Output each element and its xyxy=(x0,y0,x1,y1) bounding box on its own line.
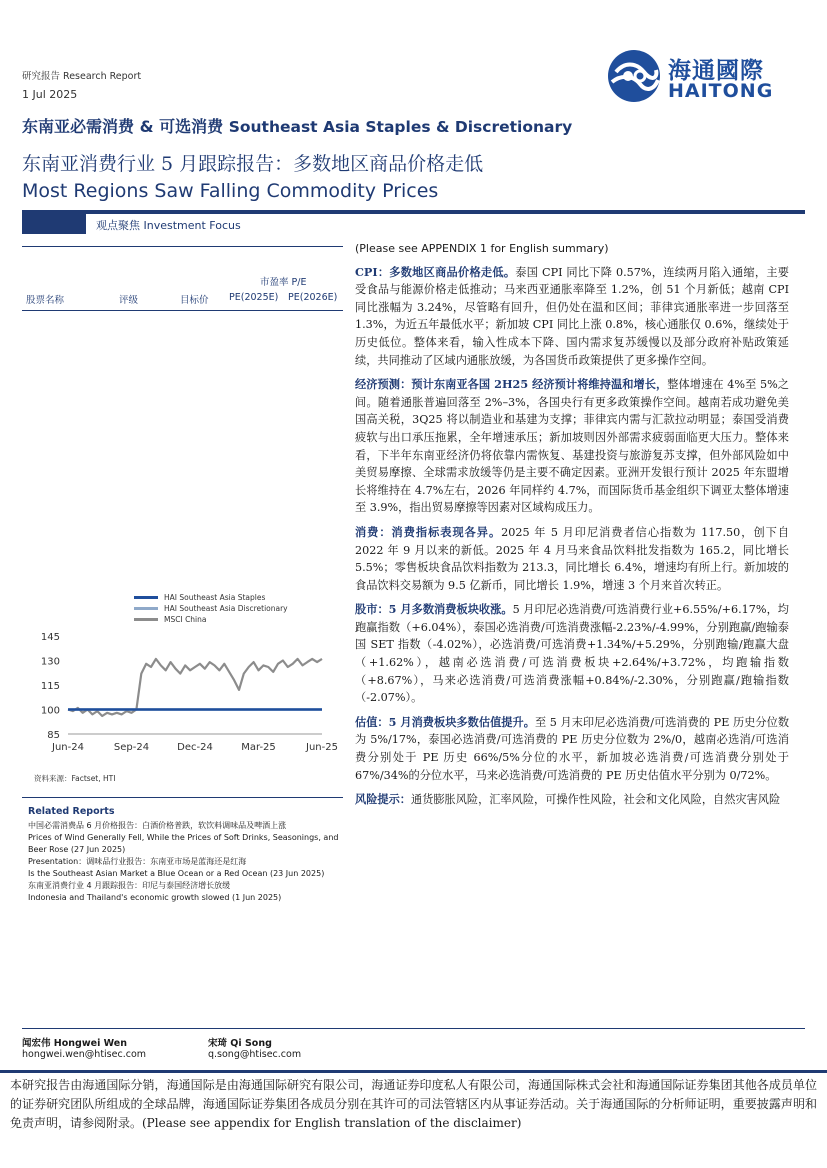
related-title: Related Reports xyxy=(28,806,115,817)
sector-title xyxy=(22,114,572,137)
related-item[interactable]: Is the Southeast Asian Market a Blue Ocean or a Red Ocean (23 Jun 2025) xyxy=(28,869,325,878)
paragraph-consumption: 消费：消费指标表现各异。2025 年 5 月印尼消费者信心指数为 117.50，创下自 2022 年 9 月以来的新低。2025 年 4 月马来食品饮料批发指数为 165.2，同比增长 5.5%；零售板块食品饮料指数为 213.3，同比增长 6.4%，增速均有所上行。新加坡的食品饮料交易额为 9.5 亿新币，同比增长 1.9%，增速 3 个月来首次转正。 xyxy=(355,524,789,592)
related-item[interactable]: 中国必需消费品 6 月价格报告：白酒价格普跌，软饮料调味品及啤酒上涨 xyxy=(28,821,287,830)
x-tick-label-4: Jun-25 xyxy=(306,742,338,753)
report-title-en: Most Regions Saw Falling Commodity Prices xyxy=(22,180,439,202)
author-2-email[interactable]: q.song@htisec.com xyxy=(208,1049,302,1060)
focus-tab-block xyxy=(22,214,86,234)
summary-column xyxy=(355,240,789,816)
report-date: 1 Jul 2025 xyxy=(22,88,78,101)
col-target-price: 目标价 xyxy=(180,295,209,306)
x-tick-label-0: Jun-24 xyxy=(52,742,84,753)
paragraph-cpi: CPI：多数地区商品价格走低。泰国 CPI 同比下降 0.57%，连续两月陷入通缩，主要受食品与能源价格走低推动；马来西亚通胀率降至 1.2%，创 51 个月新低；越南 CPI 同比涨幅为 3.24%，尽管略有回升，但仍处在温和区间；菲律宾通胀率进一步回落至 1.3%，为近五年最低水平；新加坡 CPI 同比上涨 0.8%，核心通胀仅 0.6%，继续处于历史低位。整体来看，输入性成本下降、国内需求复苏缓慢以及部分政府补贴政策延续，共同推动了区域内通胀放缓，为各国货币政策提供了更多操作空间。 xyxy=(355,264,789,367)
authors-divider xyxy=(22,1028,805,1029)
related-divider xyxy=(22,797,343,798)
title-divider xyxy=(22,210,805,214)
appendix-note: (Please see APPENDIX 1 for English summary) xyxy=(355,242,609,255)
sector-title-en: Southeast Asia Staples & Discretionary xyxy=(228,118,573,136)
related-item[interactable]: Presentation：调味品行业报告：东南亚市场是蓝海还是红海 xyxy=(28,857,247,866)
logo-en-text: HAITONG xyxy=(668,80,774,102)
col-pe-2026: PE(2026E) xyxy=(288,292,338,303)
x-tick-label-2: Dec-24 xyxy=(177,742,213,753)
chart-source: 资料来源：Factset, HTI xyxy=(34,774,116,783)
logo-cn-text: 海通國際 xyxy=(668,57,764,84)
disclaimer: 本研究报告由海通国际分销，海通国际是由海通国际研究有限公司，海通证券印度私人有限公司，海通国际株式会社和海通国际证券集团其他各成员单位的证券研究团队所组成的全球品牌，海通国际证券集团各成员分别在其许可的司法管辖区内从事证券活动。关于海通国际的分析师证明，重要披露声明和免责声明，请参阅附录。(Please see appendix for English translation of the disclaimer) xyxy=(10,1078,817,1130)
related-item[interactable]: 东南亚消费行业 4 月跟踪报告：印尼与泰国经济增长放缓 xyxy=(28,881,231,890)
x-tick-label-3: Mar-25 xyxy=(241,742,276,753)
col-pe-2025: PE(2025E) xyxy=(229,292,279,303)
x-tick-label-1: Sep-24 xyxy=(113,742,150,753)
author-2-name: 宋琦 Qi Song xyxy=(208,1038,272,1049)
haitong-logo-icon xyxy=(606,48,662,104)
stock-table xyxy=(22,246,343,306)
legend-msci: MSCI China xyxy=(134,614,288,625)
y-tick-label-4: 145 xyxy=(40,632,60,643)
paragraph-valuation: 估值：5 月消费板块多数估值提升。至 5 月末印尼必选消费/可选消费的 PE 历史分位数为 5%/17%，泰国必选消费/可选消费的 PE 历史分位数为 2%/0，越南必选消/可选消费分别处于 PE 历史 66%/5%分位的水平，新加坡必选消费/可选消费分别处于 67%/34%的分位水平，马来必选消费/可选消费的 PE 历史估值水平分别为 0/72%。 xyxy=(355,714,790,782)
haitong-logo xyxy=(606,48,806,104)
series-line-2 xyxy=(68,659,322,716)
legend-discretionary: HAI Southeast Asia Discretionary xyxy=(134,603,288,614)
report-type: 研究报告 Research Report xyxy=(22,71,142,82)
author-1-name: 闻宏伟 Hongwei Wen xyxy=(22,1038,127,1049)
col-rating: 评级 xyxy=(119,295,139,306)
y-tick-label-1: 100 xyxy=(40,705,60,717)
paragraph-risk: 风险提示：通货膨胀风险，汇率风险，可操作性风险，社会和文化风险，自然灾害风险 xyxy=(355,792,781,807)
paragraph-stock-market: 股市：5 月多数消费板块收涨。5 月印尼必选消费/可选消费行业+6.55%/+6.17%，均跑赢指数（+6.04%），泰国必选消费/可选消费涨幅-2.23%/-4.99%，分别跑赢/跑输泰国 SET 指数（-4.02%），必选消费/可选消费+1.34%/+5.29%，分别跑输/跑赢大盘（+1.62%），越南必选消费/可选消费板块+2.64%/+3.72%，均跑输指数（+8.67%），马来必选消费/可选消费涨幅+0.84%/-2.30%，分别跑赢/跑输指数（-2.07%）。 xyxy=(355,602,789,705)
related-item[interactable]: Prices of Wind Generally Fell, While the Prices of Soft Drinks, Seasonings, and Beer Rose (27 Jun 2025) xyxy=(28,833,339,854)
legend-staples: HAI Southeast Asia Staples xyxy=(134,592,288,603)
pe-label: 市盈率 P/E xyxy=(260,277,307,288)
chart-plot xyxy=(22,588,343,763)
investment-focus-label: 观点聚焦 Investment Focus xyxy=(96,219,241,232)
report-title-cn: 东南亚消费行业 5 月跟踪报告：多数地区商品价格走低 xyxy=(22,153,484,175)
author-1-email[interactable]: hongwei.wen@htisec.com xyxy=(22,1049,147,1060)
related-item[interactable]: Indonesia and Thailand's economic growth slowed (1 Jun 2025) xyxy=(28,893,282,902)
disclaimer-divider xyxy=(0,1070,827,1073)
performance-chart xyxy=(22,588,343,763)
col-stock-name: 股票名称 xyxy=(26,295,65,306)
y-tick-label-3: 130 xyxy=(40,656,60,668)
paragraph-economy: 经济预测：预计东南亚各国 2H25 经济预计将维持温和增长，整体增速在 4%至 5%之间。随着通胀普遍回落至 2%–3%，各国央行有更多政策操作空间。越南若成功避免美国高关税，3Q25 将以制造业和基建为支撑；菲律宾内需与汇款拉动明显；泰国受消费疲软与出口承压拖累，全年增速承压；新加坡则因外部需求疲弱面临更大压力。整体来看，下半年东南亚经济仍将依靠内需恢复、基建投资与旅游复苏支撑，但外部风险如中美贸易摩擦、全球需求放缓等仍是主要不确定因素。亚洲开发银行预计 2025 年东盟增长将维持在 4.7%左右，2026 年同样约 4.7%，而国际货币基金组织下调亚太整体增速至 3.9%，指出贸易摩擦等因素对区域构成压力。 xyxy=(355,377,789,515)
y-tick-label-0: 85 xyxy=(47,730,60,741)
sector-title-cn: 东南亚必需消费 & 可选消费 xyxy=(22,117,224,136)
related-list xyxy=(28,820,343,904)
y-tick-label-2: 115 xyxy=(40,681,60,692)
